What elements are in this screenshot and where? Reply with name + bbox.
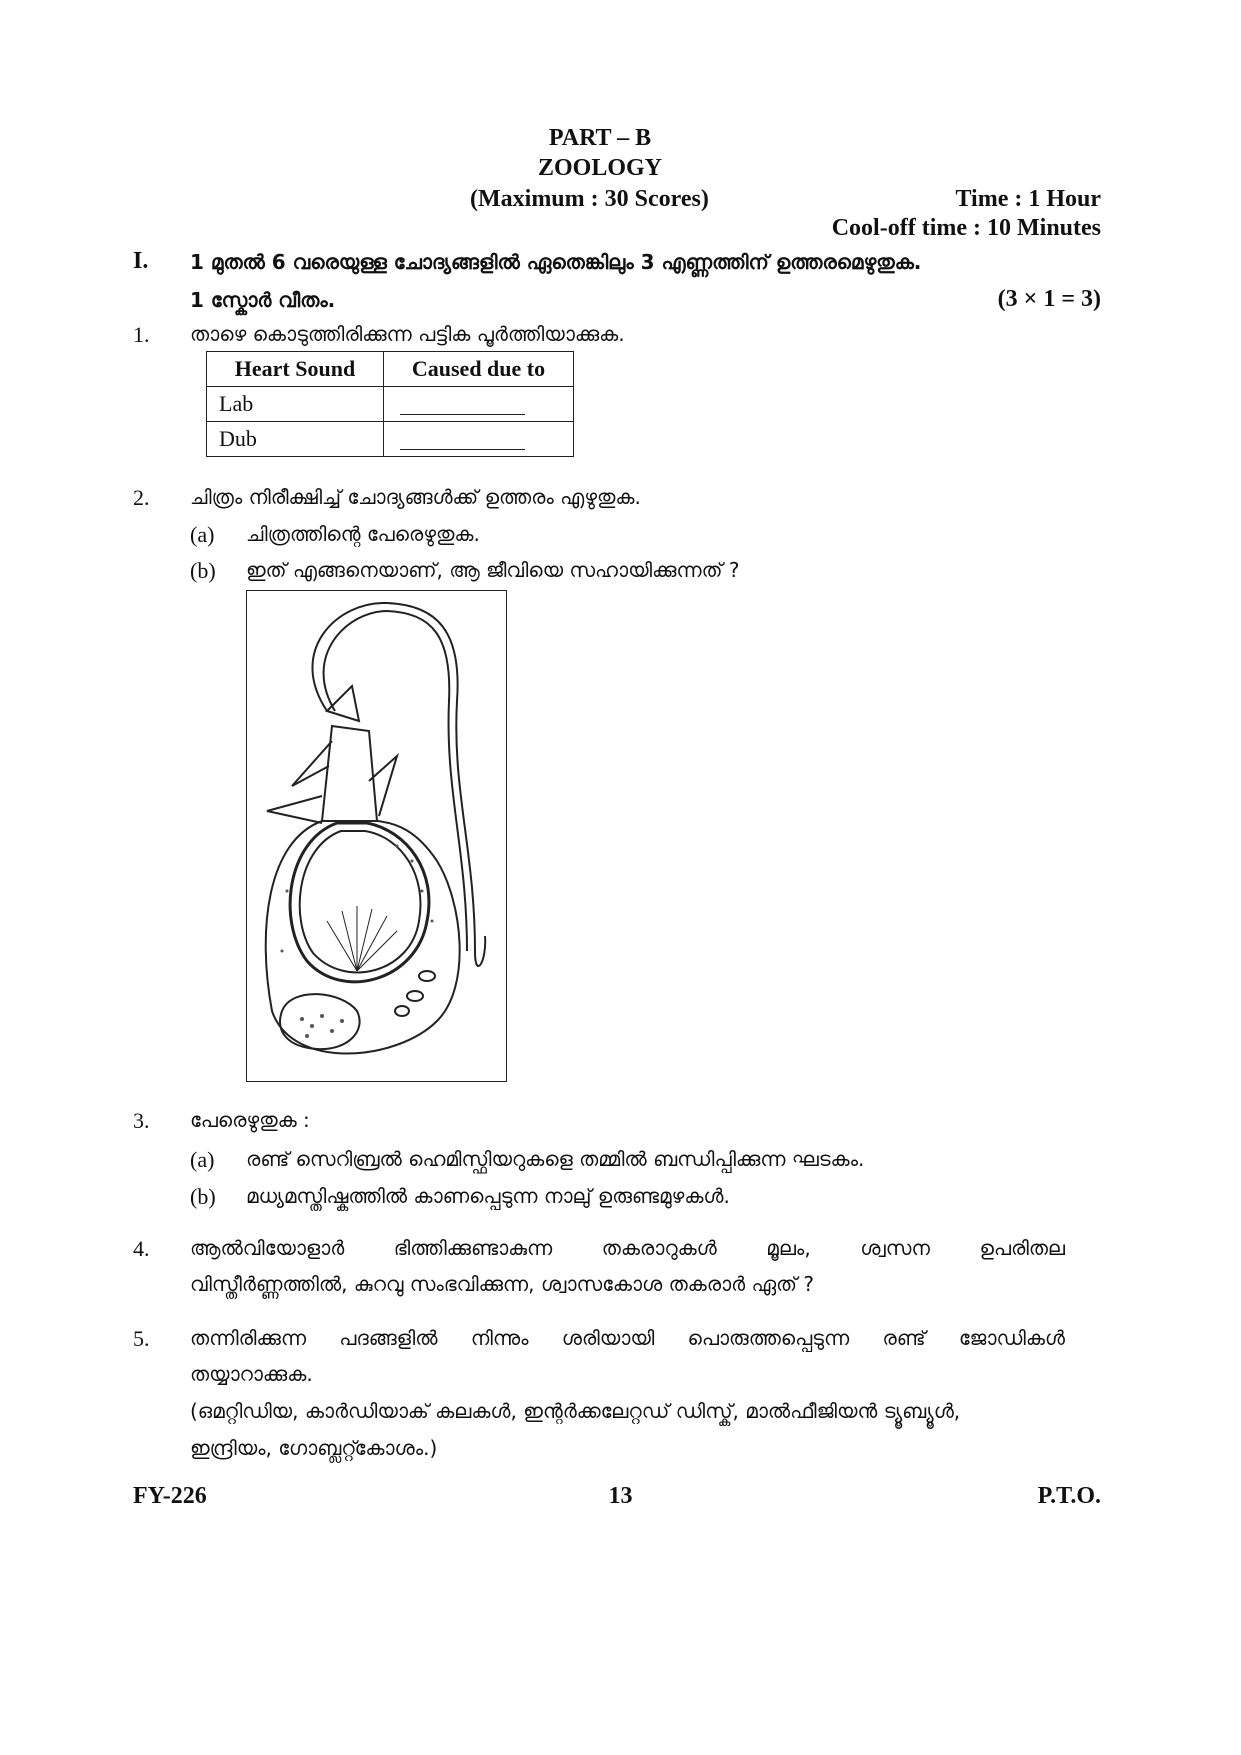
q3-a-text: രണ്ട് സെറിബ്രൽ ഹെമിസ്ഫിയറുകളെ തമ്മിൽ ബന്ധിപ്പിക്കുന്ന ഘടകം. [246, 1147, 865, 1171]
q2-text: ചിത്രം നിരീക്ഷിച്ച് ചോദ്യങ്ങൾക്ക് ഉത്തരം എഴുതുക. [190, 485, 641, 509]
q2-a-label: (a) [190, 522, 215, 547]
pto-label: P.T.O. [1037, 1483, 1101, 1509]
q3-b-text: മധ്യമസ്തിഷ്കത്തിൽ കാണപ്പെടുന്ന നാലു് ഉരുണ്ടമുഴകൾ. [246, 1184, 730, 1208]
q1-text: താഴെ കൊടുത്തിരിക്കുന്ന പട്ടിക പൂർത്തിയാക്കുക. [190, 322, 625, 346]
q4-number: 4. [133, 1236, 150, 1261]
time-label: Time : 1 Hour [955, 186, 1101, 212]
paper-code: FY-226 [133, 1483, 207, 1509]
answer-blank [384, 422, 574, 457]
table-cell: Dub [207, 422, 384, 457]
table-row [207, 387, 574, 422]
answer-blank [384, 387, 574, 422]
table-header-row [207, 352, 574, 387]
part-heading: PART – B [548, 125, 652, 151]
q3-text: പേരെഴുതുക : [190, 1108, 310, 1132]
subject-heading: ZOOLOGY [537, 155, 663, 181]
section-roman: I. [133, 248, 149, 274]
table-header: Caused due to [384, 352, 574, 387]
q5-line2: തയ്യാറാക്കുക. [190, 1362, 313, 1386]
section-instruction: 1 മുതൽ 6 വരെയുള്ള ചോദ്യങ്ങളിൽ ഏതെങ്കിലും 3 എണ്ണത്തിന് ഉത്തരമെഴുതുക. [190, 250, 922, 274]
table-cell: Lab [207, 387, 384, 422]
page-number: 13 [608, 1483, 633, 1509]
max-scores: (Maximum : 30 Scores) [470, 186, 709, 212]
q2-a-text: ചിത്രത്തിന്റെ പേരെഴുതുക. [246, 522, 480, 546]
q5-line3: (ഒമറ്റിഡിയ, കാർഡിയാക് കലകൾ, ഇന്റർക്കലേറ്റഡ് ഡിസ്ക്, മാൽഫീജിയൻ ട്യൂബ്യൂൾ, [190, 1399, 961, 1423]
specimen-illustration [247, 591, 506, 1081]
q2-number: 2. [133, 485, 150, 510]
q2-b-text: ഇത് എങ്ങനെയാണ്, ആ ജീവിയെ സഹായിക്കുന്നത് ? [246, 558, 740, 582]
q5-line4: ഇന്ദ്രിയം, ഗോബ്ലറ്റ്കോശം.) [190, 1436, 438, 1460]
q4-line1: ആൽവിയോളാർ ഭിത്തിക്കുണ്ടാകുന്ന തകരാറുകൾ മൂലം, ശ്വസന ഉപരിതല [190, 1236, 1065, 1260]
q2-b-label: (b) [190, 558, 216, 583]
q3-number: 3. [133, 1108, 150, 1133]
q3-b-label: (b) [190, 1184, 216, 1209]
q5-line1: തന്നിരിക്കുന്ന പദങ്ങളിൽ നിന്നും ശരിയായി പൊരുത്തപ്പെടുന്ന രണ്ട് ജോഡികൾ [190, 1326, 1065, 1350]
table-header: Heart Sound [207, 352, 384, 387]
q5-number: 5. [133, 1326, 150, 1351]
section-marks: (3 × 1 = 3) [997, 286, 1101, 312]
figure-box [246, 590, 507, 1082]
section-score-each: 1 സ്കോർ വീതം. [190, 288, 336, 312]
q1-number: 1. [133, 322, 150, 347]
q3-a-label: (a) [190, 1147, 215, 1172]
cool-off-label: Cool-off time : 10 Minutes [831, 215, 1101, 241]
heart-sound-table [206, 351, 574, 457]
table-row [207, 422, 574, 457]
q4-line2: വിസ്തീർണ്ണത്തിൽ, കുറവു സംഭവിക്കുന്ന, ശ്വാസകോശ തകരാർ ഏത് ? [190, 1272, 814, 1296]
